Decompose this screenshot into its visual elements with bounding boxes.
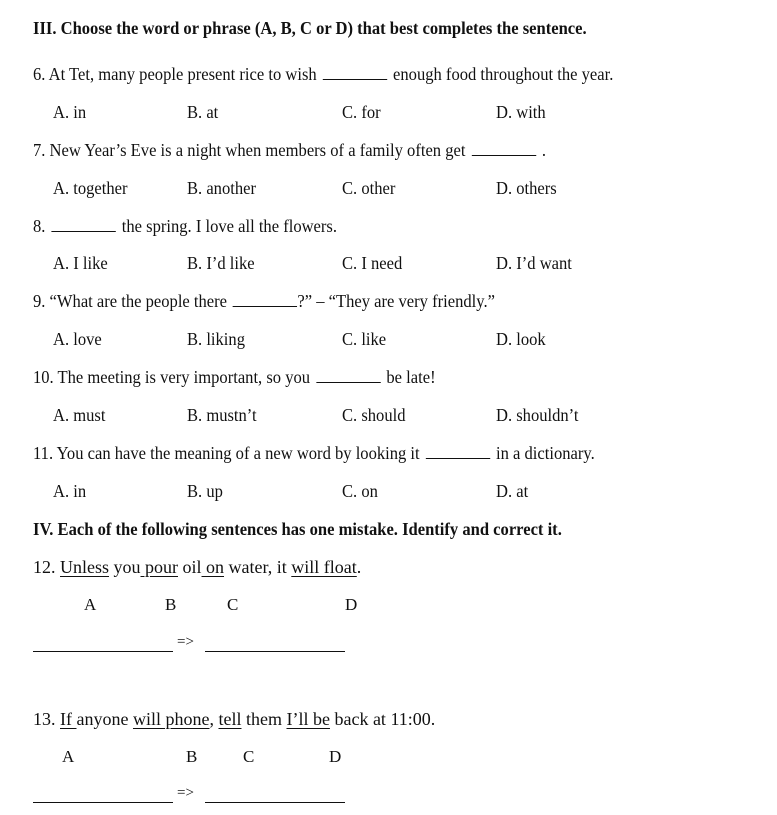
option-d[interactable]: D. others (496, 178, 557, 198)
underlined-part-d: I’ll be (286, 709, 330, 729)
underlined-part-d: will float (291, 557, 357, 577)
sentence-text: anyone (76, 709, 133, 729)
option-d[interactable]: D. I’d want (496, 253, 572, 273)
question-text: enough food throughout the year. (393, 64, 614, 84)
letter-c: C (243, 747, 255, 766)
option-d[interactable]: D. at (496, 481, 529, 501)
option-c[interactable]: C. on (342, 481, 378, 501)
answer-blank[interactable] (233, 292, 297, 307)
option-d[interactable]: D. with (496, 102, 546, 122)
option-c[interactable]: C. for (342, 102, 381, 122)
answer-blank[interactable] (323, 65, 387, 80)
answer-blank[interactable] (316, 368, 380, 383)
option-c[interactable]: C. I need (342, 253, 403, 273)
option-d[interactable]: D. look (496, 329, 546, 349)
answer-blank[interactable] (471, 141, 535, 156)
question-text: 11. You can have the meaning of a new word by looking it (33, 443, 420, 463)
option-a[interactable]: A. I like (53, 253, 108, 273)
option-c[interactable]: C. should (342, 405, 406, 425)
underlined-part-c: on (201, 557, 225, 577)
sentence-text: water, it (224, 557, 292, 577)
question-text: ?” – “They are very friendly.” (297, 291, 495, 311)
question-text: be late! (386, 367, 436, 387)
sentence-text: back at 11:00. (329, 709, 436, 729)
mistake-answer-line[interactable] (33, 802, 173, 803)
option-a[interactable]: A. must (53, 405, 106, 425)
option-a[interactable]: A. love (53, 329, 102, 349)
option-b[interactable]: B. mustn’t (187, 405, 257, 425)
correction-answer-line[interactable] (205, 802, 345, 803)
option-b[interactable]: B. liking (187, 329, 245, 349)
underlined-part-b: will phone (132, 709, 210, 729)
option-b[interactable]: B. up (187, 481, 223, 501)
arrow-text: => (177, 785, 194, 801)
mistake-answer-line[interactable] (33, 651, 173, 652)
question-12 (33, 556, 361, 578)
letter-d: D (345, 595, 358, 614)
question-text: 6. At Tet, many people present rice to wish (33, 64, 317, 84)
letter-b: B (186, 747, 198, 766)
question-number: 12. (33, 557, 56, 577)
question-8 (33, 215, 337, 237)
question-13 (33, 708, 435, 730)
section-3-heading: III. Choose the word or phrase (A, B, C or D) that best completes the sentence. (33, 18, 587, 38)
letter-b: B (165, 595, 177, 614)
option-d[interactable]: D. shouldn’t (496, 405, 579, 425)
answer-blank[interactable] (426, 444, 490, 459)
option-c[interactable]: C. like (342, 329, 387, 349)
question-text: 9. “What are the people there (33, 291, 228, 311)
option-a[interactable]: A. together (53, 178, 128, 198)
sentence-text: them (241, 709, 287, 729)
question-number: 13. (33, 709, 56, 729)
letter-c: C (227, 595, 239, 614)
sentence-text: you (109, 557, 141, 577)
option-a[interactable]: A. in (53, 102, 87, 122)
question-7 (33, 139, 546, 161)
option-c[interactable]: C. other (342, 178, 396, 198)
section-4-heading: IV. Each of the following sentences has one mistake. Identify and correct it. (33, 519, 562, 539)
underlined-part-a: If (60, 709, 77, 729)
question-text: . (541, 140, 546, 160)
answer-blank[interactable] (51, 217, 115, 232)
question-10 (33, 366, 436, 388)
option-b[interactable]: B. another (187, 178, 256, 198)
underlined-part-c: tell (218, 709, 242, 729)
letter-a: A (84, 595, 97, 614)
question-6 (33, 63, 613, 85)
sentence-text: . (356, 557, 362, 577)
option-b[interactable]: B. at (187, 102, 219, 122)
sentence-text: , (209, 709, 219, 729)
question-text: the spring. I love all the flowers. (121, 216, 338, 236)
letter-d: D (329, 747, 342, 766)
letter-a: A (62, 747, 75, 766)
sentence-text: oil (178, 557, 202, 577)
question-text: 7. New Year’s Eve is a night when members of a family often get (33, 140, 466, 160)
arrow-text: => (177, 634, 194, 650)
question-text: in a dictionary. (496, 443, 595, 463)
question-9 (33, 290, 495, 312)
question-text: 8. (33, 216, 46, 236)
option-a[interactable]: A. in (53, 481, 87, 501)
underlined-part-b: pour (140, 557, 178, 577)
underlined-part-a: Unless (60, 557, 109, 577)
question-text: 10. The meeting is very important, so you (33, 367, 311, 387)
option-b[interactable]: B. I’d like (187, 253, 255, 273)
question-11 (33, 442, 595, 464)
correction-answer-line[interactable] (205, 651, 345, 652)
